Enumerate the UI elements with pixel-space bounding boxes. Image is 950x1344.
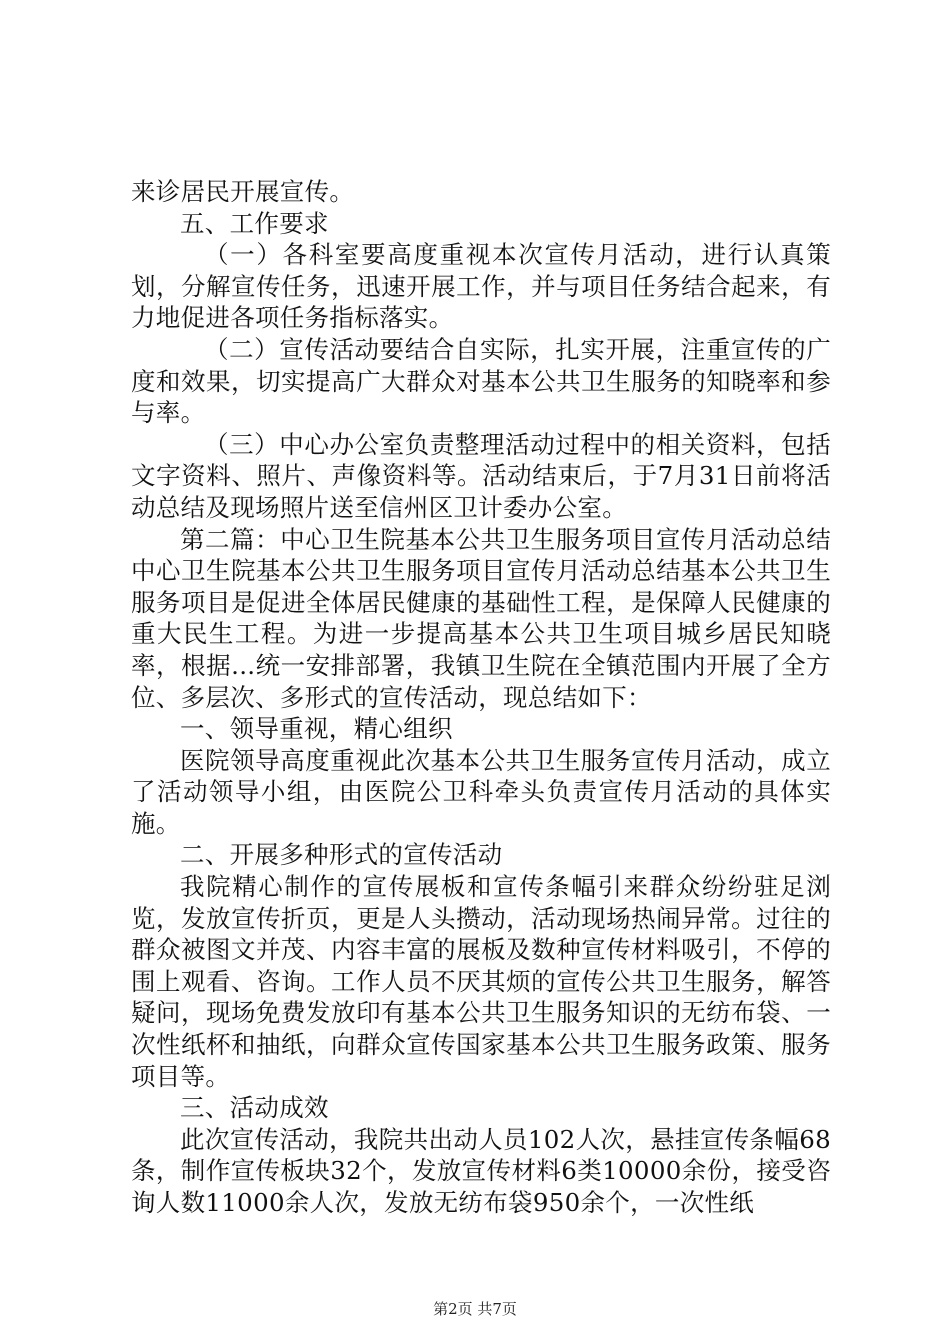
section-heading-work-requirements: 五、工作要求 [180,208,329,238]
paragraph-part-two-intro: 第二篇：中心卫生院基本公共卫生服务项目宣传月活动总结中心卫生院基本公共卫生服务项目宣传月活动总结基本公共卫生服务项目是促进全体居民健康的基础性工程，是保障人民健康的重大民生工程。为进一步提高基本公共卫生项目城乡居民知晓率，根据...统一安排部署，我镇卫生院在全镇范围内开展了全方位、多层次、多形式的宣传活动，现总结如下： [131,524,831,712]
section-heading-activities: 二、开展多种形式的宣传活动 [180,840,503,870]
paragraph-leadership: 医院领导高度重视此次基本公共卫生服务宣传月活动，成立了活动领导小组，由医院公卫科牵头负责宣传月活动的具体实施。 [131,745,831,838]
document-body [131,176,831,1219]
page-number-footer: 第2页 共7页 [433,1300,517,1318]
paragraph-requirement-3: （三）中心办公室负责整理活动过程中的相关资料，包括文字资料、照片、声像资料等。活动结束后，于7月31日前将活动总结及现场照片送至信州区卫计委办公室。 [131,429,831,522]
paragraph-activities: 我院精心制作的宣传展板和宣传条幅引来群众纷纷驻足浏览，发放宣传折页，更是人头攒动，活动现场热闹异常。过往的群众被图文并茂、内容丰富的展板及数种宣传材料吸引，不停的围上观看、咨询。工作人员不厌其烦的宣传公共卫生服务，解答疑问，现场免费发放印有基本公共卫生服务知识的无纺布袋、一次性纸杯和抽纸，向群众宣传国家基本公共卫生服务政策、服务项目等。 [131,872,831,1091]
section-heading-leadership: 一、领导重视，精心组织 [180,714,453,744]
section-heading-results: 三、活动成效 [180,1093,329,1123]
paragraph-requirement-2: （二）宣传活动要结合自实际，扎实开展，注重宣传的广度和效果，切实提高广大群众对基本公共卫生服务的知晓率和参与率。 [131,334,831,428]
paragraph-requirement-1: （一）各科室要高度重视本次宣传月活动，进行认真策划，分解宣传任务，迅速开展工作，并与项目任务结合起来，有力地促进各项任务指标落实。 [131,240,831,333]
paragraph-continuation: 来诊居民开展宣传。 [131,177,355,206]
paragraph-results: 此次宣传活动，我院共出动人员102人次，悬挂宣传条幅68条，制作宣传板块32个，发放宣传材料6类10000余份，接受咨询人数11000余人次，发放无纺布袋950余个，一次性纸 [131,1124,831,1217]
